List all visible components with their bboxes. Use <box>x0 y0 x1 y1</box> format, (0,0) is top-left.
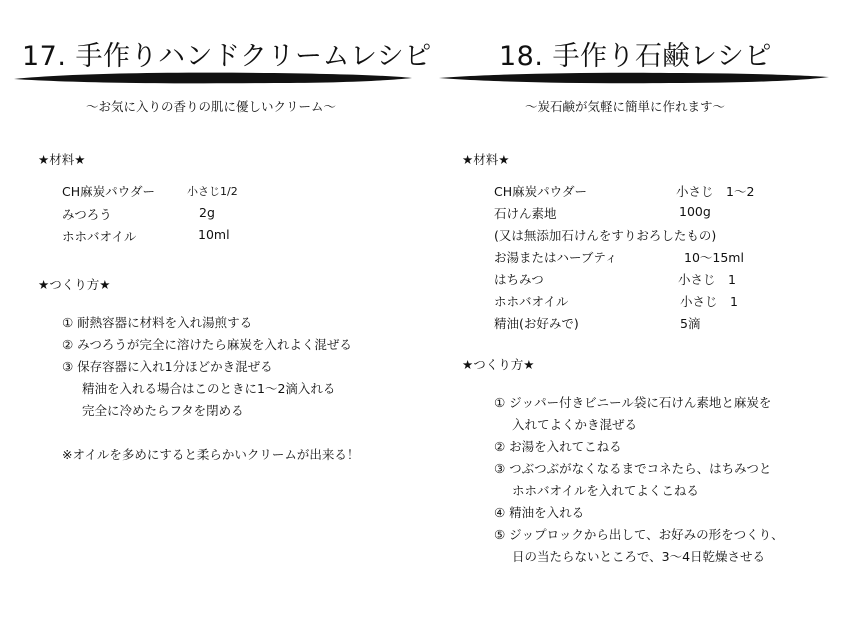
step-line: 精油を入れる場合はこのときに1～2滴入れる <box>82 381 336 396</box>
step-line: ⑤ ジップロックから出して、お好みの形をつくり、 <box>494 527 784 542</box>
step-line: ① ジッパー付きビニール袋に石けん素地と麻炭を <box>494 395 772 410</box>
brush-stroke-divider <box>14 70 412 86</box>
step-line: 入れてよくかき混ぜる <box>512 417 638 432</box>
ingredient-amount: 小さじ 1 <box>678 272 736 287</box>
ingredient-name: CH麻炭パウダー <box>494 184 588 199</box>
materials-heading: ★材料★ <box>38 152 86 167</box>
step-line: ④ 精油を入れる <box>494 505 585 520</box>
step-line: ホホバオイルを入れてよくこねる <box>512 483 699 498</box>
ingredient-amount: 100g <box>679 204 711 219</box>
ingredient-name: ホホバオイル <box>494 294 569 309</box>
ingredient-row <box>62 227 230 245</box>
soap-recipe-page <box>421 0 842 620</box>
ingredient-row <box>494 292 738 310</box>
ingredient-row <box>494 182 755 200</box>
ingredient-row <box>62 182 238 200</box>
step-line: 完全に冷めたらフタを閉める <box>82 403 244 418</box>
materials-heading: ★材料★ <box>462 152 510 167</box>
ingredient-row <box>494 248 744 266</box>
step-line: ② お湯を入れてこねる <box>494 439 622 454</box>
ingredient-amount: 10ml <box>198 227 230 242</box>
method-heading: ★つくり方★ <box>462 357 535 372</box>
step-line: ① 耐熱容器に材料を入れ湯煎する <box>62 315 253 330</box>
ingredient-name: お湯またはハーブティ <box>494 250 618 265</box>
ingredient-row <box>494 226 716 244</box>
ingredient-row <box>494 204 711 222</box>
ingredient-name: ホホバオイル <box>62 229 137 244</box>
ingredient-name: はちみつ <box>494 272 544 287</box>
step-line: ② みつろうが完全に溶けたら麻炭を入れよく混ぜる <box>62 337 352 352</box>
tip-note: ※オイルを多めにすると柔らかいクリームが出来る！ <box>62 447 360 462</box>
method-heading: ★つくり方★ <box>38 277 111 292</box>
step-line: 日の当たらないところで、3～4日乾燥させる <box>512 549 766 564</box>
step-line: ③ つぶつぶがなくなるまでコネたら、はちみつと <box>494 461 772 476</box>
page-subtitle: ～炭石鹸が気軽に簡単に作れます～ <box>525 99 726 114</box>
ingredient-amount: 10～15ml <box>684 250 744 265</box>
ingredient-row <box>494 270 736 288</box>
brush-stroke-divider <box>439 70 829 86</box>
ingredient-name: 精油(お好みで) <box>494 316 579 331</box>
ingredient-name: (又は無添加石けんをすりおろしたもの) <box>494 228 717 243</box>
ingredient-amount: 小さじ 1～2 <box>676 184 755 199</box>
page-title: 18. 手作り石鹸レシピ <box>499 41 772 72</box>
ingredient-name: みつろう <box>62 207 112 222</box>
ingredient-amount: 2g <box>199 205 215 220</box>
ingredient-amount: 小さじ 1 <box>680 294 738 309</box>
ingredient-row <box>62 205 215 223</box>
ingredient-row <box>494 314 701 332</box>
ingredient-amount: 小さじ1/2 <box>187 185 238 198</box>
ingredient-amount: 5滴 <box>680 316 701 331</box>
ingredient-name: 石けん素地 <box>494 206 557 221</box>
step-line: ③ 保存容器に入れ1分ほどかき混ぜる <box>62 359 273 374</box>
page-subtitle: ～お気に入りの香りの肌に優しいクリーム～ <box>86 99 337 114</box>
ingredient-name: CH麻炭パウダー <box>62 184 156 199</box>
page-title: 17. 手作りハンドクリームレシピ <box>22 41 432 72</box>
